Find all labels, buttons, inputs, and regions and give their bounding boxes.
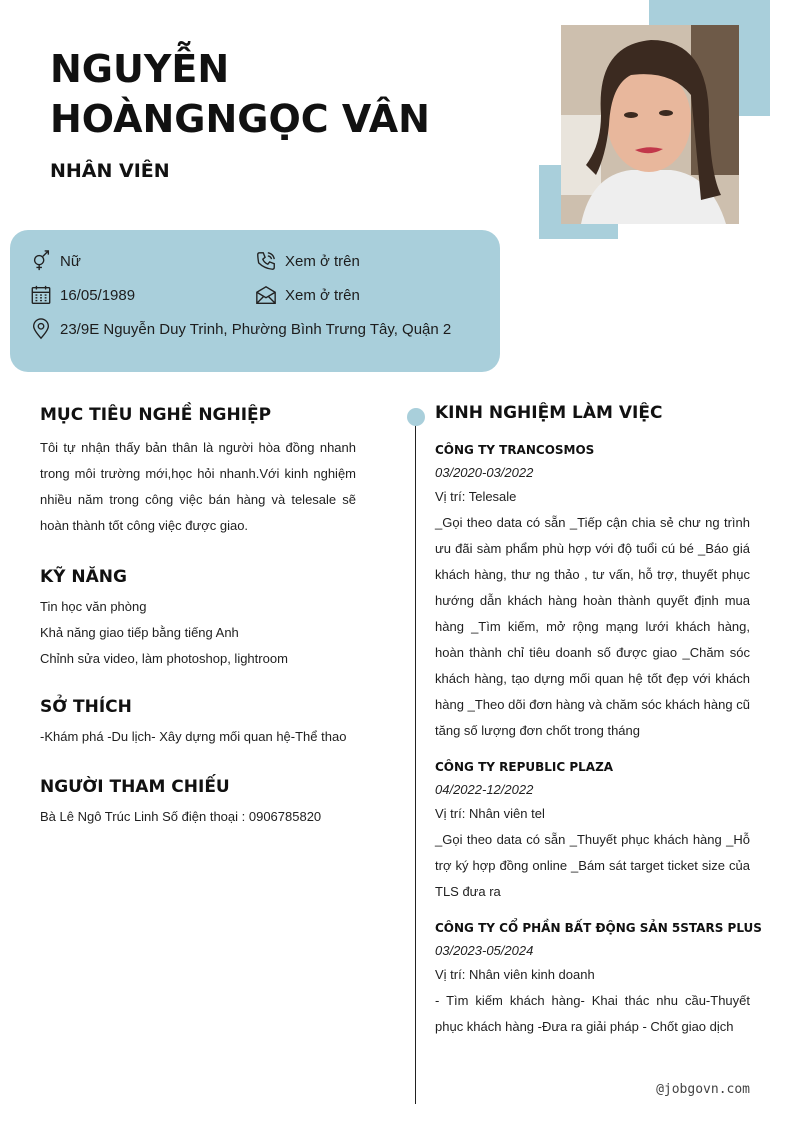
phone-text: Xem ở trên bbox=[285, 252, 360, 270]
contact-info-panel bbox=[10, 230, 500, 372]
phone-info bbox=[255, 250, 360, 272]
footer-watermark: @jobgovn.com bbox=[656, 1082, 750, 1097]
references-section bbox=[40, 777, 356, 830]
skill-item: Tin học văn phòng bbox=[40, 599, 147, 614]
birthday-info bbox=[30, 284, 135, 306]
hobbies-text: -Khám phá -Du lịch- Xây dựng mối quan hệ-Thể thao bbox=[40, 729, 347, 744]
gender-text: Nữ bbox=[60, 252, 81, 270]
gender-info bbox=[30, 250, 81, 272]
birthday-text: 16/05/1989 bbox=[60, 286, 136, 304]
timeline-dot bbox=[407, 408, 425, 426]
job-description: _Gọi theo data có sẵn _Tiếp cận chia sẻ chư ng trình ưu đãi sàm phẩm phù hợp với độ tuổi cú bé _Báo giá khách hàng, thư ng thảo , tư vấn, hỗ trợ, thuyết phục hướng dẫn khách hàng hoàn thành quyết định mua hàng _Tìm kiếm, mở rộng mạng lưới khách hàng, hoàn thành chỉ tiêu doanh số được giao _Chăm sóc khách hàng, tạo dựng mối quan hệ tốt đẹp với khách hàng _Theo dõi đơn hàng và chăm sóc khách hàng cũ tăng số lượng đơn chốt trong tháng bbox=[435, 515, 750, 738]
objective-text: Tôi tự nhận thấy bản thân là người hòa đồng nhanh trong môi trường mới,học hỏi nhanh.Với kinh nghiệm nhiều năm trong công việc bán hàng và telesale sẽ hoàn thành tốt công việc được giao. bbox=[40, 440, 356, 533]
job-period: 03/2023-05/2024 bbox=[435, 943, 534, 958]
job-description: _Gọi theo data có sẵn _Thuyết phục khách hàng _Hỗ trợ ký hợp đồng online _Bám sát target ticket size của TLS đưa ra bbox=[435, 832, 750, 899]
job-role: Vị trí: Telesale bbox=[435, 489, 517, 504]
job-description: - Tìm kiếm khách hàng- Khai thác nhu cầu-Thuyết phục khách hàng -Đưa ra giải pháp - Chốt giao dịch bbox=[435, 993, 750, 1034]
experience-item bbox=[435, 921, 762, 1040]
company-name: CÔNG TY REPUBLIC PLAZA bbox=[435, 760, 614, 774]
email-text: Xem ở trên bbox=[285, 286, 360, 304]
email-icon bbox=[255, 284, 277, 306]
location-pin-icon bbox=[30, 318, 52, 340]
skills-title: KỸ NĂNG bbox=[40, 567, 127, 587]
gender-icon bbox=[30, 250, 52, 272]
experience-title: KINH NGHIỆM LÀM VIỆC bbox=[435, 403, 663, 423]
experience-item bbox=[435, 760, 750, 905]
candidate-name-line2: HOÀNGNGỌC VÂN bbox=[50, 97, 430, 141]
hobbies-title: SỞ THÍCH bbox=[40, 697, 132, 717]
hobbies-section bbox=[40, 697, 356, 750]
job-role: Vị trí: Nhân viên kinh doanh bbox=[435, 967, 595, 982]
address-info bbox=[30, 318, 451, 340]
job-title: NHÂN VIÊN bbox=[50, 160, 170, 182]
left-column bbox=[40, 405, 356, 830]
job-role: Vị trí: Nhân viên tel bbox=[435, 806, 545, 821]
references-text: Bà Lê Ngô Trúc Linh Số điện thoại : 0906785820 bbox=[40, 809, 322, 824]
experience-item bbox=[435, 443, 750, 744]
candidate-name-line1: NGUYỄN bbox=[50, 47, 230, 91]
objective-title: MỤC TIÊU NGHỀ NGHIỆP bbox=[40, 405, 272, 425]
phone-icon bbox=[255, 250, 277, 272]
calendar-icon bbox=[30, 284, 52, 306]
references-title: NGƯỜI THAM CHIẾU bbox=[40, 777, 230, 797]
company-name: CÔNG TY CỔ PHẦN BẤT ĐỘNG SẢN 5STARS PLUS bbox=[435, 921, 762, 935]
skills-section bbox=[40, 567, 356, 672]
experience-section bbox=[435, 403, 762, 1040]
job-period: 04/2022-12/2022 bbox=[435, 782, 534, 797]
company-name: CÔNG TY TRANCOSMOS bbox=[435, 443, 595, 457]
job-period: 03/2020-03/2022 bbox=[435, 465, 534, 480]
timeline-line bbox=[415, 418, 416, 1104]
candidate-name bbox=[50, 44, 520, 144]
objective-section bbox=[40, 405, 356, 539]
address-text: 23/9E Nguyễn Duy Trinh, Phường Bình Trưng Tây, Quận 2 bbox=[60, 320, 452, 338]
profile-photo bbox=[561, 25, 739, 224]
skill-item: Chỉnh sửa video, làm photoshop, lightroom bbox=[40, 651, 288, 666]
skill-item: Khả năng giao tiếp bằng tiếng Anh bbox=[40, 625, 239, 640]
email-info bbox=[255, 284, 360, 306]
